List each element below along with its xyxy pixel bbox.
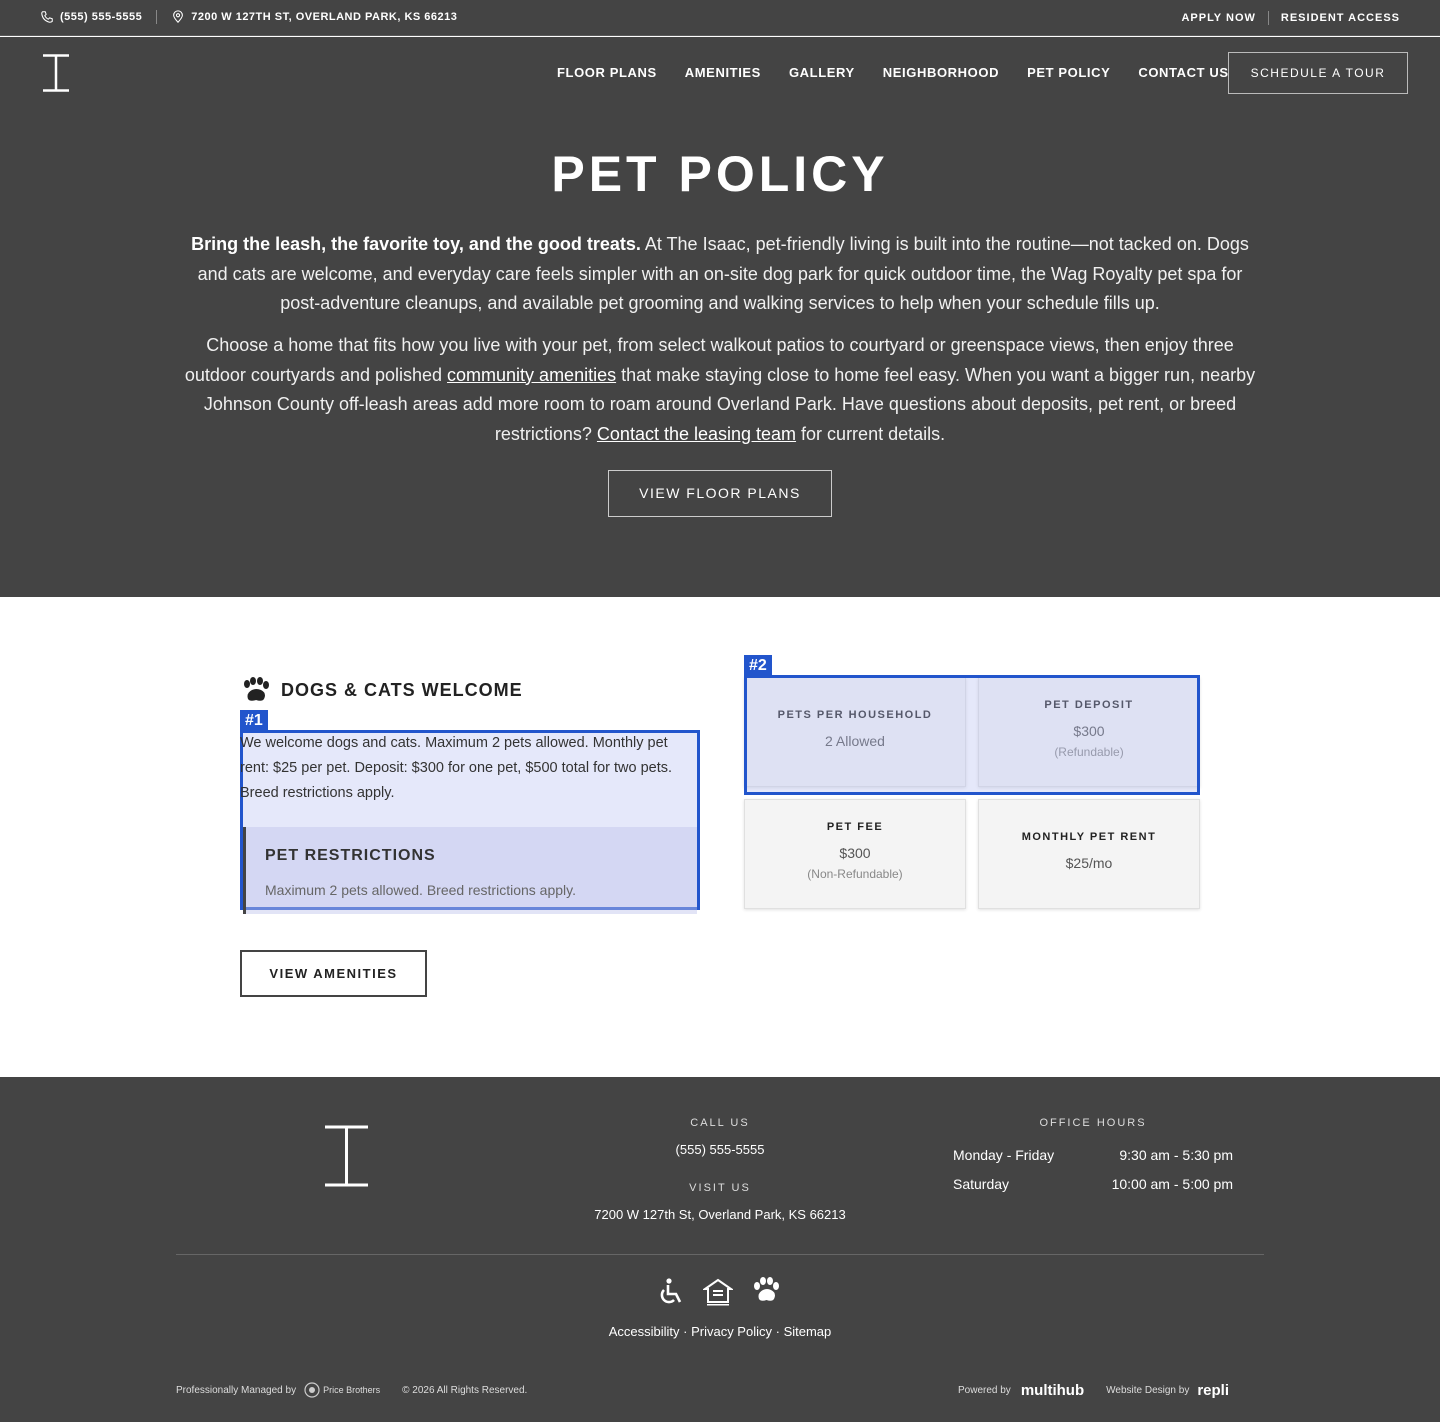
call-us-label: CALL US — [690, 1117, 750, 1129]
view-amenities-button[interactable]: VIEW AMENITIES — [240, 950, 427, 997]
hours-days: Monday - Friday — [953, 1147, 1055, 1163]
annotation-box-2 — [744, 675, 1200, 795]
nav-gallery[interactable]: GALLERY — [788, 65, 855, 80]
footer-phone[interactable]: (555) 555-5555 — [675, 1142, 765, 1157]
hero-details-text-a: Choose a home that fits how you live with your pet, from select walkout patios to courtyard or greenspace views, then enjoy three outdoor courtyards and polished — [184, 335, 1234, 385]
card-value: $300 — [1073, 723, 1105, 739]
utility-bar — [0, 0, 1440, 36]
accessibility-link[interactable]: Accessibility — [608, 1324, 680, 1339]
managed-by-label: Professionally Managed by — [176, 1384, 297, 1396]
design-by-label: Website Design by — [1106, 1385, 1190, 1396]
card-value: $300 — [839, 845, 871, 861]
divider — [1268, 11, 1269, 25]
hero-intro-body: At The Isaac, pet-friendly living is built into the routine—not tacked on. Dogs and cats are welcome, and everyday care feels simpler with an on-site dog park for quick outdoor time, the Wag Royalty pet spa for post-adventure cleanups, and available pet grooming and walking services to help when your schedule fills up. — [197, 234, 1249, 313]
privacy-policy-link[interactable]: Privacy Policy — [691, 1324, 772, 1339]
restrictions-text: Maximum 2 pets allowed. Breed restrictions apply. — [265, 882, 576, 898]
site-logo[interactable] — [42, 54, 70, 92]
pet-fee-card — [744, 799, 966, 909]
paw-icon — [240, 677, 270, 703]
footer-call — [570, 1117, 870, 1157]
card-label: MONTHLY PET RENT — [1021, 831, 1157, 843]
office-hours-label: OFFICE HOURS — [1039, 1117, 1147, 1129]
hours-time: 10:00 am - 5:00 pm — [1111, 1176, 1233, 1192]
footer-badges — [655, 1277, 799, 1307]
card-note: (Refundable) — [1054, 745, 1124, 759]
hero-intro-lead: Bring the leash, the favorite toy, and the good treats. — [191, 234, 641, 254]
link-separator: · — [683, 1324, 692, 1339]
schedule-tour-button[interactable]: SCHEDULE A TOUR — [1228, 52, 1408, 94]
utility-contact — [40, 10, 457, 24]
copyright: © 2026 All Rights Reserved. — [402, 1384, 528, 1396]
policy-description: We welcome dogs and cats. Maximum 2 pets allowed. Monthly pet rent: $25 per pet. Deposit: $300 for one pet, $500 total for two pets. Breed restrictions apply. — [240, 735, 673, 801]
view-floor-plans-button[interactable]: VIEW FLOOR PLANS — [608, 470, 832, 517]
office-hours-table — [953, 1147, 1233, 1205]
link-separator: · — [775, 1324, 784, 1339]
equal-housing-icon — [703, 1277, 733, 1307]
utility-links — [1181, 11, 1400, 25]
annotation-tag-2: #2 — [744, 655, 772, 677]
wheelchair-accessibility-icon — [655, 1277, 685, 1307]
nav-neighborhood[interactable]: NEIGHBORHOOD — [882, 65, 1000, 80]
nav-amenities[interactable]: AMENITIES — [684, 65, 761, 80]
resident-access-link[interactable]: RESIDENT ACCESS — [1280, 12, 1400, 24]
utility-phone[interactable]: (555) 555-5555 — [60, 11, 143, 23]
hero-details-text-b: that make staying close to home feel easy. When you want a bigger run, nearby Johnson County off-leash areas add more room to roam around Overland Park. Have questions about deposits, pet rent, or breed restrictions? — [203, 364, 1256, 444]
footer-hours-heading — [943, 1117, 1243, 1129]
managed-by — [176, 1382, 527, 1398]
pet-friendly-paw-icon — [751, 1277, 781, 1307]
footer-divider — [176, 1254, 1264, 1255]
annotation-tag-1: #1 — [240, 710, 268, 732]
community-amenities-link[interactable]: community amenities — [447, 364, 617, 385]
nav-contact-us[interactable]: CONTACT US — [1138, 65, 1229, 80]
hero-intro — [180, 230, 1260, 319]
hero-details-text-c: for current details. — [796, 423, 946, 444]
page-title: PET POLICY — [551, 146, 889, 202]
contact-leasing-link[interactable]: Contact the leasing team — [596, 423, 797, 444]
monthly-pet-rent-card — [978, 799, 1200, 909]
card-label: PET DEPOSIT — [1044, 699, 1134, 711]
powered-by — [958, 1382, 1229, 1399]
restrictions-title: PET RESTRICTIONS — [265, 847, 436, 864]
pet-restrictions-panel — [243, 827, 697, 914]
utility-address[interactable]: 7200 W 127TH ST, OVERLAND PARK, KS 66213 — [191, 11, 458, 23]
powered-by-label: Powered by — [958, 1385, 1011, 1396]
price-brothers-logo-icon — [304, 1382, 320, 1398]
phone-icon — [40, 10, 54, 24]
nav-pet-policy[interactable]: PET POLICY — [1027, 65, 1111, 80]
footer-address[interactable]: 7200 W 127th St, Overland Park, KS 66213 — [594, 1207, 846, 1222]
hours-row — [953, 1147, 1233, 1176]
multihub-logo[interactable]: multihub — [1020, 1382, 1085, 1399]
section-title: DOGS & CATS WELCOME — [281, 680, 523, 700]
hours-days: Saturday — [953, 1176, 1010, 1192]
divider — [156, 10, 157, 24]
pet-policy-section — [0, 597, 1440, 1077]
main-nav — [557, 65, 1257, 80]
footer-visit — [570, 1182, 870, 1222]
hours-row — [953, 1176, 1233, 1205]
footer-links — [0, 1324, 1440, 1339]
sitemap-link[interactable]: Sitemap — [783, 1324, 832, 1339]
hours-time: 9:30 am - 5:30 pm — [1119, 1147, 1233, 1163]
hero-details — [180, 331, 1260, 449]
apply-now-link[interactable]: APPLY NOW — [1181, 12, 1256, 24]
manager-name[interactable]: Price Brothers — [323, 1385, 381, 1395]
card-label: PET FEE — [826, 821, 884, 833]
card-note: (Non-Refundable) — [807, 867, 903, 881]
footer-logo[interactable] — [324, 1125, 369, 1187]
hero-section — [0, 37, 1440, 597]
repli-logo[interactable]: repli — [1197, 1382, 1230, 1399]
card-value: 2 Allowed — [825, 733, 885, 749]
location-pin-icon — [171, 10, 185, 24]
nav-floor-plans[interactable]: FLOOR PLANS — [557, 65, 657, 80]
site-footer — [0, 1077, 1440, 1422]
card-value: $25/mo — [1065, 855, 1113, 871]
visit-us-label: VISIT US — [689, 1182, 751, 1194]
card-label: PETS PER HOUSEHOLD — [777, 709, 933, 721]
